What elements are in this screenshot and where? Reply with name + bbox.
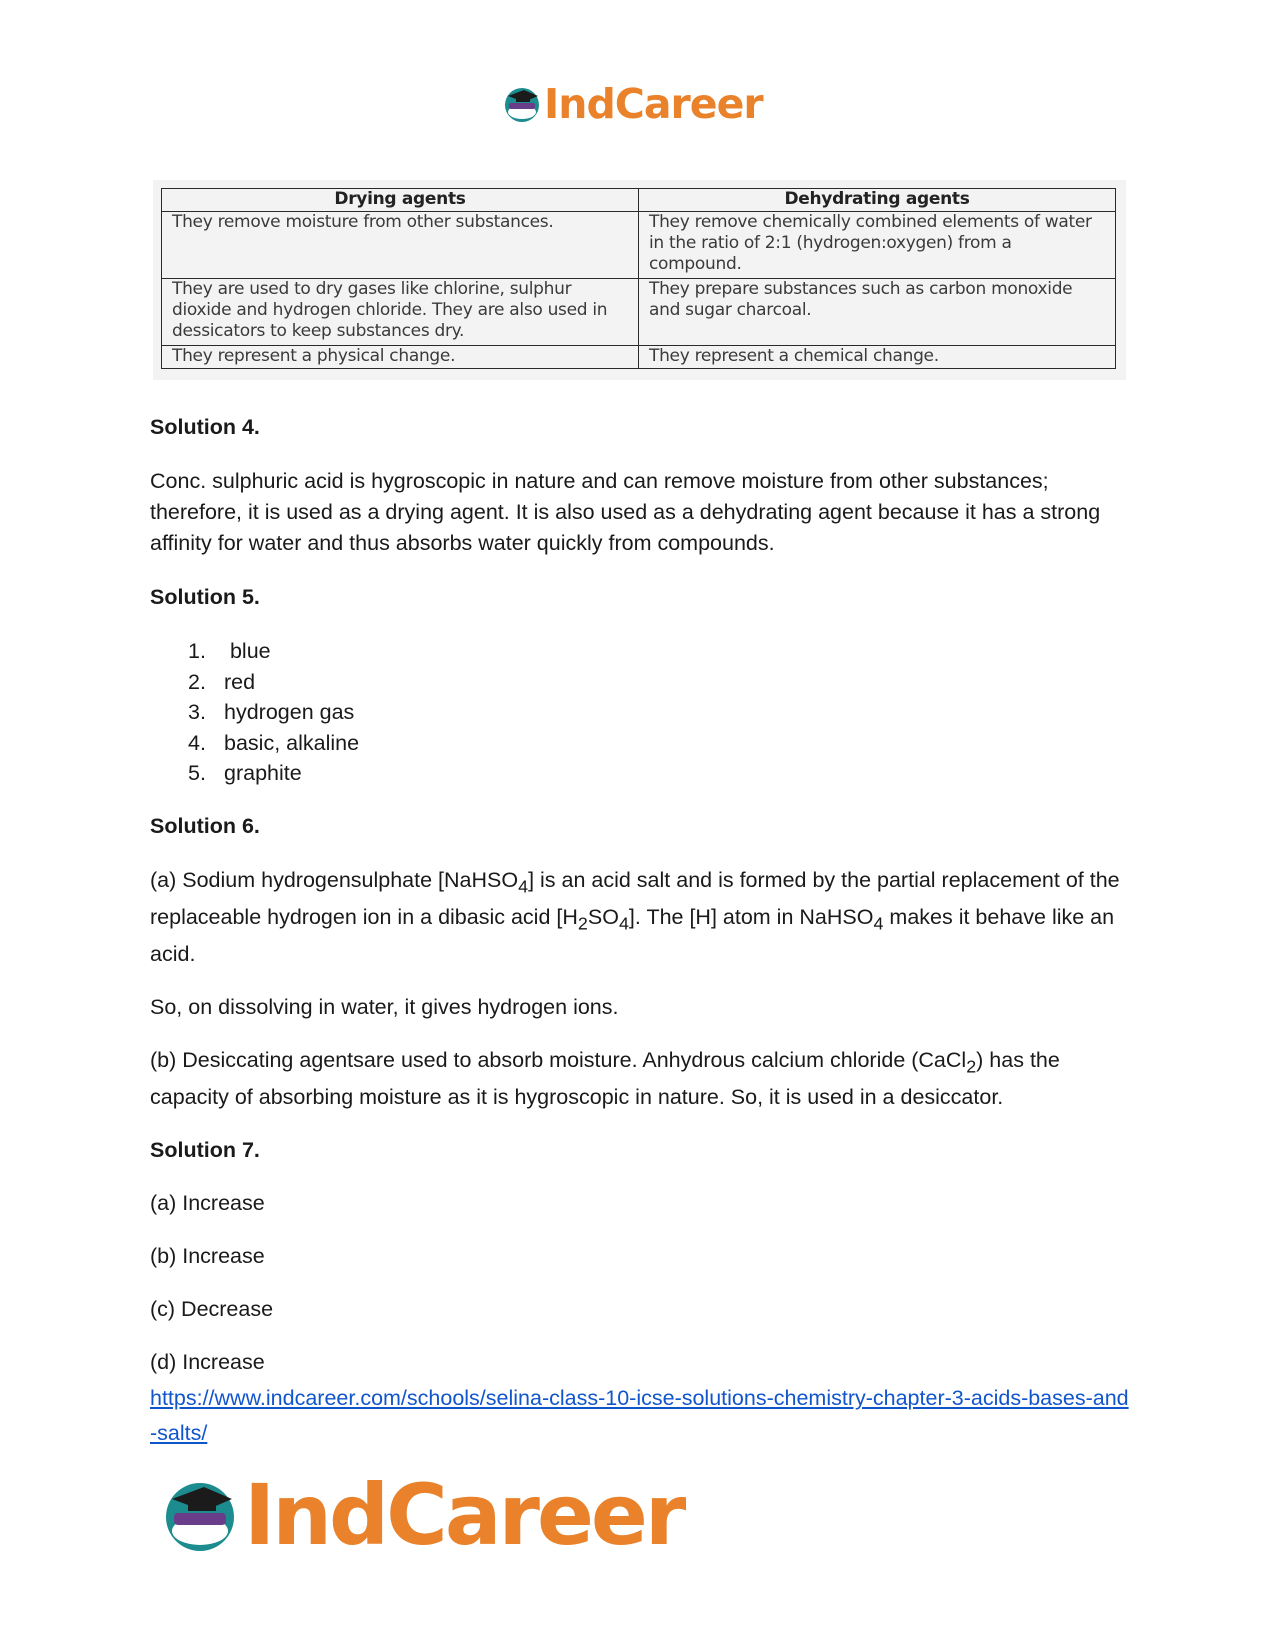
subscript: 2 [577,913,588,934]
brand-logo-header [502,80,763,128]
table-header-row [162,189,1116,212]
solution-7-answer: (d) Increase [150,1350,265,1375]
text-run: (b) Desiccating agentsare used to absorb moisture. Anhydrous calcium chloride (CaCl [150,1048,967,1073]
text-run: ) has the capacity of absorbing moisture as it is hygroscopic in nature. So, it is used in a desiccator. [150,1048,1060,1110]
solution-6-heading: Solution 6. [150,813,260,838]
table-header-cell: Drying agents [162,189,639,212]
list-item-number: 4. [188,730,206,755]
solution-4-heading: Solution 4. [150,415,260,439]
list-item-text: graphite [224,761,302,785]
list-item [150,636,1130,667]
text-run: ] is an acid salt and is formed by the partial replacement of the replaceable hydrogen ion in a dibasic acid [H [150,867,1120,929]
subscript: 4 [518,875,529,896]
list-item [150,667,1130,698]
solution-6-dissolve-text: So, on dissolving in water, it gives hydrogen ions. [150,995,619,1020]
solution-6b-text [150,1045,1130,1113]
solution-7-heading: Solution 7. [150,1138,260,1163]
solution-6a-text [150,865,1130,971]
solution-7-answer: (b) Increase [150,1244,265,1269]
table-cell: They are used to dry gases like chlorine, sulphur dioxide and hydrogen chloride. They are also used in dessicators to keep substances dry. [162,279,639,346]
text-run: makes it behave like an acid. [150,904,1115,967]
text-run: SO [587,904,619,929]
subscript: 4 [873,913,884,934]
solution-5-heading: Solution 5. [150,585,260,609]
list-item-number: 3. [188,700,206,724]
list-item-text: red [224,669,256,694]
drying-vs-dehydrating-table [161,188,1116,369]
list-item-number: 5. [188,761,206,785]
table-cell: They remove moisture from other substances. [162,212,639,279]
graduation-cap-book-globe-icon [502,84,542,124]
document-body [150,412,1130,1451]
table-cell: They represent a physical change. [162,346,639,369]
table-row [162,212,1116,279]
brand-wordmark: IndCareer [244,1466,684,1564]
graduation-cap-book-globe-icon [160,1475,240,1555]
solution-7-answer: (c) Decrease [150,1297,274,1322]
list-item-text: basic, alkaline [224,730,360,755]
brand-wordmark: IndCareer [544,80,763,128]
list-item [150,697,1130,728]
table-cell: They remove chemically combined elements of water in the ratio of 2:1 (hydrogen:oxygen) from a compound. [639,212,1116,279]
list-item [150,728,1130,759]
comparison-table-container [153,180,1126,380]
list-item [150,758,1130,789]
list-item-number: 1. [188,639,206,663]
solution-5-list [150,636,1130,789]
list-item-number: 2. [188,669,206,694]
source-link-paragraph [150,1381,1130,1451]
table-cell: They prepare substances such as carbon monoxide and sugar charcoal. [639,279,1116,346]
table-header-cell: Dehydrating agents [639,189,1116,212]
subscript: 4 [618,913,629,934]
text-run: ]. The [H] atom in NaHSO [628,904,874,929]
table-cell: They represent a chemical change. [639,346,1116,369]
list-item-text: blue [224,639,271,663]
table-row [162,346,1116,369]
solution-7-answer: (a) Increase [150,1191,265,1216]
text-run: (a) Sodium hydrogensulphate [NaHSO [150,867,519,892]
table-row [162,279,1116,346]
solution-4-text: Conc. sulphuric acid is hygroscopic in nature and can remove moisture from other substances; therefore, it is used as a drying agent. It is also used as a dehydrating agent because it has a strong affinity for water and thus absorbs water quickly from compounds. [150,469,1101,555]
subscript: 2 [966,1056,977,1077]
source-link[interactable]: https://www.indcareer.com/schools/selina-class-10-icse-solutions-chemistry-chapter-3-acids-bases-and-salts/ [150,1386,1129,1446]
brand-logo-footer [160,1466,683,1564]
list-item-text: hydrogen gas [224,700,355,724]
